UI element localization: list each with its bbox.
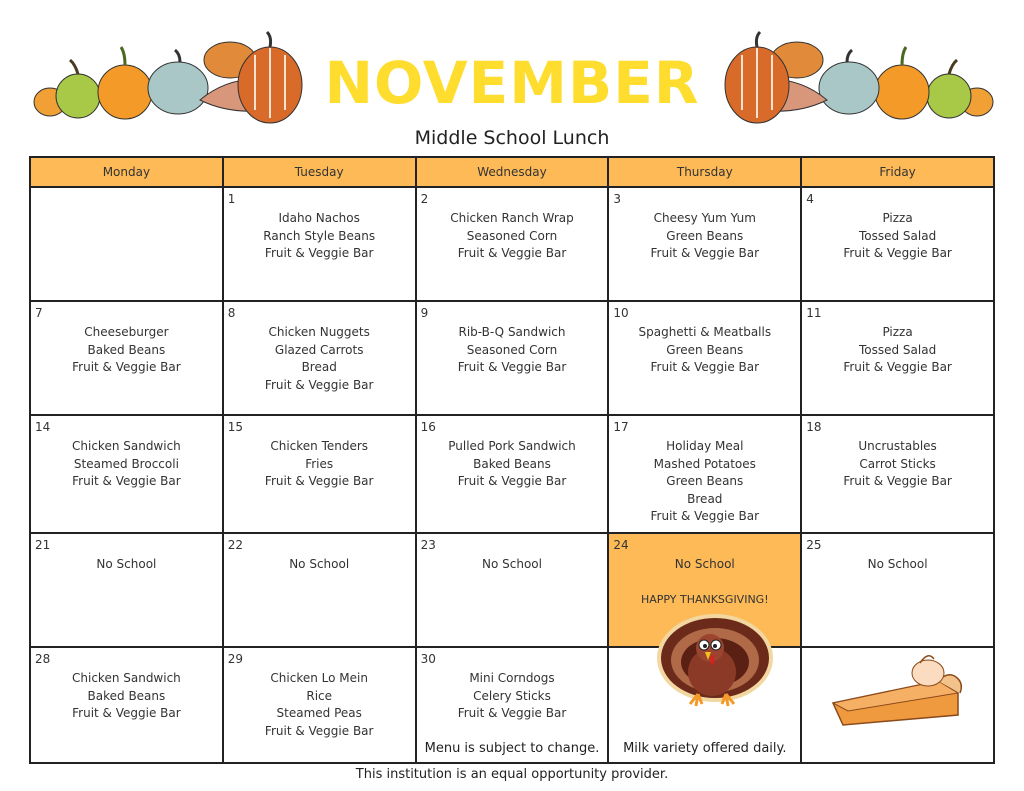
menu-item: Tossed Salad (858, 342, 937, 357)
menu-items (417, 556, 608, 574)
menu-item: Fruit & Veggie Bar (457, 706, 567, 720)
day-cell (801, 415, 994, 533)
weekday-header-row (30, 157, 994, 187)
menu-item: Rib-B-Q Sandwich (458, 325, 566, 339)
menu-item: Fruit & Veggie Bar (843, 360, 952, 374)
menu-item: Baked Beans (87, 342, 166, 357)
menu-item: Baked Beans (473, 456, 551, 471)
page-subtitle: Middle School Lunch (414, 127, 610, 149)
day-number: 16 (420, 420, 436, 434)
menu-items (31, 438, 222, 491)
week-row (30, 533, 994, 647)
menu-change-note: Menu is subject to change. (424, 741, 600, 756)
menu-items (224, 556, 415, 574)
menu-item: Fruit & Veggie Bar (650, 360, 760, 374)
menu-item: Cheeseburger (84, 325, 169, 339)
day-cell (608, 301, 801, 415)
menu-item: Idaho Nachos (278, 211, 360, 225)
day-number: 1 (227, 192, 236, 206)
no-school-label: No School (289, 557, 350, 571)
menu-item: Celery Sticks (473, 688, 551, 703)
thanksgiving-message: HAPPY THANKSGIVING! (640, 592, 769, 606)
menu-item: Tossed Salad (858, 228, 937, 243)
menu-item: Green Beans (666, 474, 744, 488)
menu-item: Bread (687, 491, 723, 506)
menu-item: Fruit & Veggie Bar (264, 377, 374, 392)
week-row (30, 301, 994, 415)
menu-item: Green Beans (666, 228, 744, 243)
menu-items (802, 438, 993, 491)
menu-items (609, 324, 800, 377)
no-school-label: No School (867, 557, 928, 571)
menu-items (802, 210, 993, 263)
menu-item: Pizza (882, 211, 913, 225)
day-cell (416, 533, 609, 647)
day-number: 17 (613, 420, 629, 434)
day-cell (801, 301, 994, 415)
day-number: 28 (35, 652, 51, 666)
weekday-wednesday: Wednesday (416, 157, 609, 187)
menu-item: Fruit & Veggie Bar (264, 723, 374, 738)
menu-item: Chicken Ranch Wrap (450, 211, 574, 225)
day-cell (801, 187, 994, 301)
menu-items (31, 670, 222, 723)
menu-items (224, 210, 415, 263)
menu-item: Cheesy Yum Yum (653, 211, 756, 225)
menu-item: Ranch Style Beans (263, 228, 376, 243)
menu-item: Uncrustables (858, 439, 937, 453)
menu-items (802, 324, 993, 377)
milk-note: Milk variety offered daily. (623, 741, 787, 756)
day-cell (30, 187, 223, 301)
day-number: 11 (806, 306, 822, 320)
day-cell (30, 301, 223, 415)
menu-item: Chicken Nuggets (268, 325, 370, 339)
day-cell (30, 647, 223, 763)
no-school-label: No School (96, 557, 157, 571)
menu-item: Mashed Potatoes (653, 456, 756, 471)
menu-item: Fruit & Veggie Bar (843, 474, 952, 488)
menu-item: Pulled Pork Sandwich (448, 439, 576, 453)
day-cell (416, 301, 609, 415)
menu-item: Pizza (882, 325, 913, 339)
menu-item: Chicken Tenders (270, 439, 369, 453)
day-number: 29 (227, 652, 244, 666)
day-number: 22 (227, 538, 244, 552)
menu-item: Rice (306, 688, 333, 703)
day-cell (416, 647, 609, 763)
turkey-icon (650, 610, 780, 715)
page-title: NOVEMBER (324, 49, 700, 117)
menu-item: Chicken Sandwich (72, 439, 181, 453)
day-number: 7 (35, 306, 43, 320)
weekday-tuesday: Tuesday (223, 157, 416, 187)
equal-opportunity-footer: This institution is an equal opportunity provider. (355, 767, 669, 782)
menu-item: Fruit & Veggie Bar (457, 474, 567, 488)
menu-item: Steamed Broccoli (73, 456, 179, 471)
menu-item: Fruit & Veggie Bar (72, 474, 181, 488)
menu-item: Fruit & Veggie Bar (457, 360, 567, 374)
pumpkin-pie-icon (828, 653, 968, 733)
day-number: 23 (420, 538, 436, 552)
day-cell (30, 533, 223, 647)
no-school-label: No School (674, 557, 735, 571)
day-number: 30 (420, 652, 436, 666)
menu-item: Chicken Sandwich (72, 671, 181, 685)
day-number: 14 (35, 420, 51, 434)
day-cell (801, 533, 994, 647)
menu-items (802, 556, 993, 574)
day-cell (608, 415, 801, 533)
menu-item: Glazed Carrots (274, 342, 364, 357)
menu-item: Fries (305, 456, 334, 471)
menu-item: Fruit & Veggie Bar (264, 474, 374, 488)
menu-items (417, 670, 608, 723)
menu-item: Fruit & Veggie Bar (72, 706, 181, 720)
menu-item: Green Beans (666, 342, 744, 357)
menu-items (417, 324, 608, 377)
menu-items (609, 438, 800, 526)
day-number: 18 (806, 420, 822, 434)
menu-items (224, 324, 415, 394)
menu-item: Fruit & Veggie Bar (843, 246, 952, 260)
menu-item: Baked Beans (87, 688, 166, 703)
menu-item: Chicken Lo Mein (270, 671, 368, 685)
menu-item: Fruit & Veggie Bar (650, 246, 760, 260)
pumpkins-illustration-icon (722, 30, 997, 125)
weekday-monday: Monday (30, 157, 223, 187)
no-school-label: No School (482, 557, 542, 571)
menu-items (31, 556, 222, 574)
menu-item: Fruit & Veggie Bar (457, 246, 567, 260)
day-cell (223, 647, 416, 763)
menu-item: Carrot Sticks (859, 456, 936, 471)
day-cell (30, 415, 223, 533)
menu-item: Fruit & Veggie Bar (72, 360, 181, 374)
menu-item: Holiday Meal (666, 439, 744, 453)
page-header (0, 0, 1024, 155)
menu-items (609, 556, 800, 608)
menu-items (224, 670, 415, 740)
day-cell (416, 415, 609, 533)
menu-item: Fruit & Veggie Bar (264, 246, 374, 260)
day-number: 3 (613, 192, 622, 206)
menu-item: Seasoned Corn (466, 342, 558, 357)
week-row (30, 415, 994, 533)
day-number: 10 (613, 306, 629, 320)
menu-items (609, 210, 800, 263)
week-row (30, 187, 994, 301)
day-cell (608, 187, 801, 301)
pumpkins-illustration-icon (30, 30, 305, 125)
day-number: 8 (227, 306, 236, 320)
menu-items (224, 438, 415, 491)
day-cell (223, 533, 416, 647)
day-number: 25 (806, 538, 822, 552)
menu-items (417, 210, 608, 263)
day-number: 4 (806, 192, 814, 206)
menu-item: Spaghetti & Meatballs (638, 325, 772, 339)
weekday-thursday: Thursday (608, 157, 801, 187)
menu-item: Bread (301, 360, 337, 374)
day-number: 24 (613, 538, 629, 552)
day-cell (416, 187, 609, 301)
menu-item: Seasoned Corn (466, 228, 558, 243)
menu-item: Steamed Peas (276, 706, 362, 720)
menu-items (417, 438, 608, 491)
day-number: 9 (420, 306, 429, 320)
menu-item: Mini Corndogs (469, 671, 555, 685)
day-cell (223, 187, 416, 301)
menu-items (31, 324, 222, 377)
menu-item: Fruit & Veggie Bar (650, 509, 760, 523)
day-cell (223, 415, 416, 533)
day-number: 21 (35, 538, 51, 552)
day-number: 15 (227, 420, 244, 434)
weekday-friday: Friday (801, 157, 994, 187)
day-cell (223, 301, 416, 415)
day-number: 2 (420, 192, 429, 206)
